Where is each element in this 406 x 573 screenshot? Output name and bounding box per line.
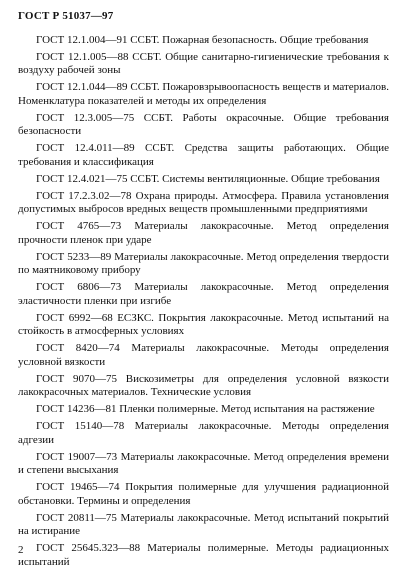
reference-entry: ГОСТ 5233—89 Материалы лакокрасочные. Метод определения твердости по маятниковому прибору [18,250,389,277]
reference-entry: ГОСТ 19007—73 Материалы лакокрасочные. Метод определения времени и степени высыхания [18,450,389,477]
reference-entry: ГОСТ 8420—74 Материалы лакокрасочные. Методы определения условной вязкости [18,342,389,368]
reference-entry: ГОСТ 19465—74 Покрытия полимерные для улучшения радиационной обстановки. Термины и определения [18,481,389,507]
reference-entry: ГОСТ 6806—73 Материалы лакокрасочные. Метод определения эластичности пленки при изгибе [18,281,389,307]
reference-entry: ГОСТ 9070—75 Вискозиметры для определения условной вязкости лакокрасочных материалов. Технические условия [18,372,389,399]
reference-entry: ГОСТ 25645.323—88 Материалы полимерные. Методы радиационных испытаний [18,542,389,568]
reference-entry: ГОСТ 12.4.011—89 ССБТ. Средства защиты работающих. Общие требования и классификация [18,142,389,168]
page-number: 2 [18,544,24,556]
normative-references-list [18,34,389,573]
reference-entry: ГОСТ 14236—81 Пленки полимерные. Метод испытания на растяжение [36,403,375,416]
reference-entry: ГОСТ 12.3.005—75 ССБТ. Работы окрасочные. Общие требования безопасности [18,111,389,138]
reference-entry: ГОСТ 12.1.004—91 ССБТ. Пожарная безопасность. Общие требования [36,34,369,46]
reference-entry: ГОСТ 4765—73 Материалы лакокрасочные. Метод определения прочности пленок при ударе [18,220,389,246]
reference-entry: ГОСТ 12.1.005—88 ССБТ. Общие санитарно-гигиенические требования к воздуху рабочей зоны [18,50,389,77]
reference-entry: ГОСТ 12.4.021—75 ССБТ. Системы вентиляционные. Общие требования [36,172,380,185]
document-header: ГОСТ Р 51037—97 [18,10,114,22]
reference-entry: ГОСТ 12.1.044—89 ССБТ. Пожаровзрывоопасность веществ и материалов. Номенклатура показателей и методы их определения [18,81,389,107]
reference-entry: ГОСТ 17.2.3.02—78 Охрана природы. Атмосфера. Правила установления допустимых выбросов вредных веществ промышленными предприятиями [18,189,389,216]
reference-entry: ГОСТ 6992—68 ЕСЗКС. Покрытия лакокрасочные. Метод испытаний на стойкость в атмосферных условиях [18,311,389,338]
reference-entry: ГОСТ 20811—75 Материалы лакокрасочные. Метод испытаний покрытий на истирание [18,511,389,538]
reference-entry: ГОСТ 15140—78 Материалы лакокрасочные. Методы определения адгезии [18,420,389,446]
